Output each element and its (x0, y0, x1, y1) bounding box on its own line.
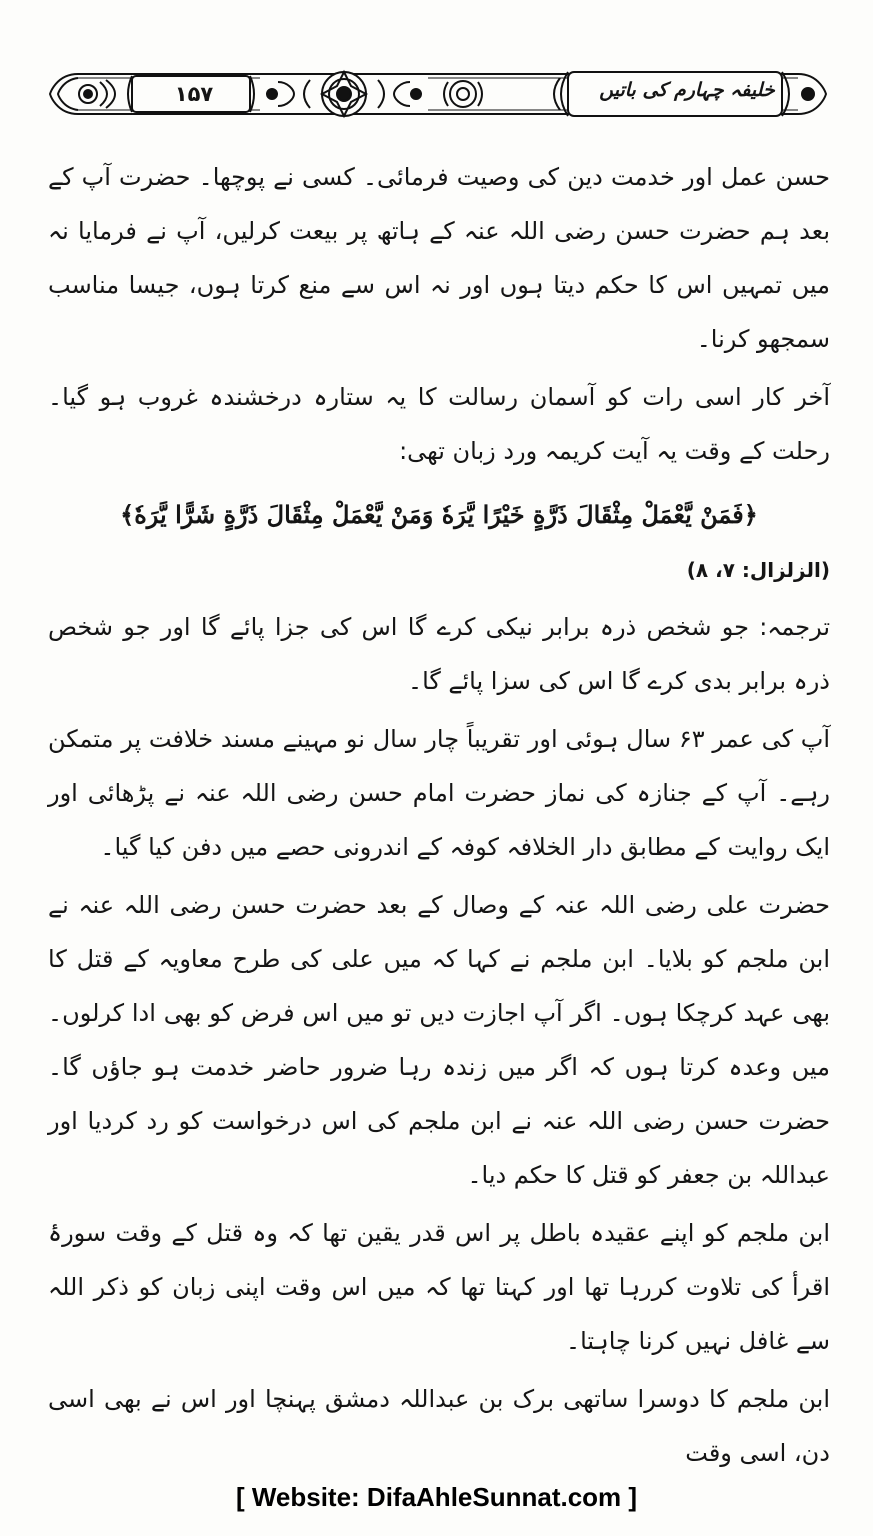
paragraph: ابن ملجم کا دوسرا ساتھی برک بن عبداللہ دمشق پہنچا اور اس نے بھی اسی دن، اسی وقت (48, 1385, 830, 1467)
paragraph: ابن ملجم کو اپنے عقیدہ باطل پر اس قدر یقین تھا کہ وہ قتل کے وقت سورۂ اقرأ کی تلاوت کررہا تھا اور کہتا تھا کہ میں اس وقت اپنی زبان کو ذکر اللہ سے غافل نہیں کرنا چاہتا۔ (48, 1219, 830, 1355)
paragraph: حسن عمل اور خدمت دین کی وصیت فرمائی۔ کسی نے پوچھا۔ حضرت آپ کے بعد ہم حضرت حسن رضی اللہ عنہ کے ہاتھ پر بیعت کرلیں، آپ نے فرمایا نہ میں تمہیں اس کا حکم دیتا ہوں اور نہ اس سے منع کرتا ہوں، جیسا مناسب سمجھو کرنا۔ (48, 163, 830, 353)
paragraph: آپ کی عمر ۶۳ سال ہوئی اور تقریباً چار سال نو مہینے مسند خلافت پر متمکن رہے۔ آپ کے جنازہ کی نماز حضرت امام حسن رضی اللہ عنہ نے پڑھائی اور ایک روایت کے مطابق دار الخلافہ کوفہ کے اندرونی حصے میں دفن کیا گیا۔ (48, 725, 830, 861)
page-number: ۱۵۷ (174, 82, 214, 106)
page-header-ornament (48, 62, 828, 126)
paragraph: آخر کار اسی رات کو آسمان رسالت کا یہ ستارہ درخشندہ غروب ہو گیا۔ رحلت کے وقت یہ آیت کریمہ ورد زبان تھی: (48, 383, 830, 465)
page-body (48, 150, 830, 1480)
translation-paragraph: ترجمہ: جو شخص ذرہ برابر نیکی کرے گا اس کی جزا پائے گا اور جو شخص ذرہ برابر بدی کرے گا اس کی سزا پائے گا۔ (48, 613, 830, 695)
website-footer: [ Website: DifaAhleSunnat.com ] (235, 1482, 638, 1512)
verse-reference: (الزلزال: ۷، ۸) (686, 558, 830, 582)
quran-verse: ﴿فَمَنْ يَّعْمَلْ مِثْقَالَ ذَرَّةٍ خَيْرًا يَّرَهٗ وَمَنْ يَّعْمَلْ مِثْقَالَ ذَرَّةٍ شَرًّا يَّرَهٗ﴾ (120, 500, 758, 529)
paragraph: حضرت علی رضی اللہ عنہ کے وصال کے بعد حضرت حسن رضی اللہ عنہ نے ابن ملجم کو بلایا۔ ابن ملجم نے کہا کہ میں علی کی طرح معاویہ کے قتل کا بھی عہد کرچکا ہوں۔ اگر آپ اجازت دیں تو میں اس فرض کو بھی ادا کرلوں۔ میں وعدہ کرتا ہوں کہ اگر میں زندہ رہا ضرور حاضر خدمت ہو جاؤں گا۔ حضرت حسن رضی اللہ عنہ نے ابن ملجم کی اس درخواست کو رد کردیا اور عبداللہ بن جعفر کو قتل کا حکم دیا۔ (48, 891, 830, 1189)
running-title: خلیفہ چہارم کی باتیں (599, 79, 775, 101)
